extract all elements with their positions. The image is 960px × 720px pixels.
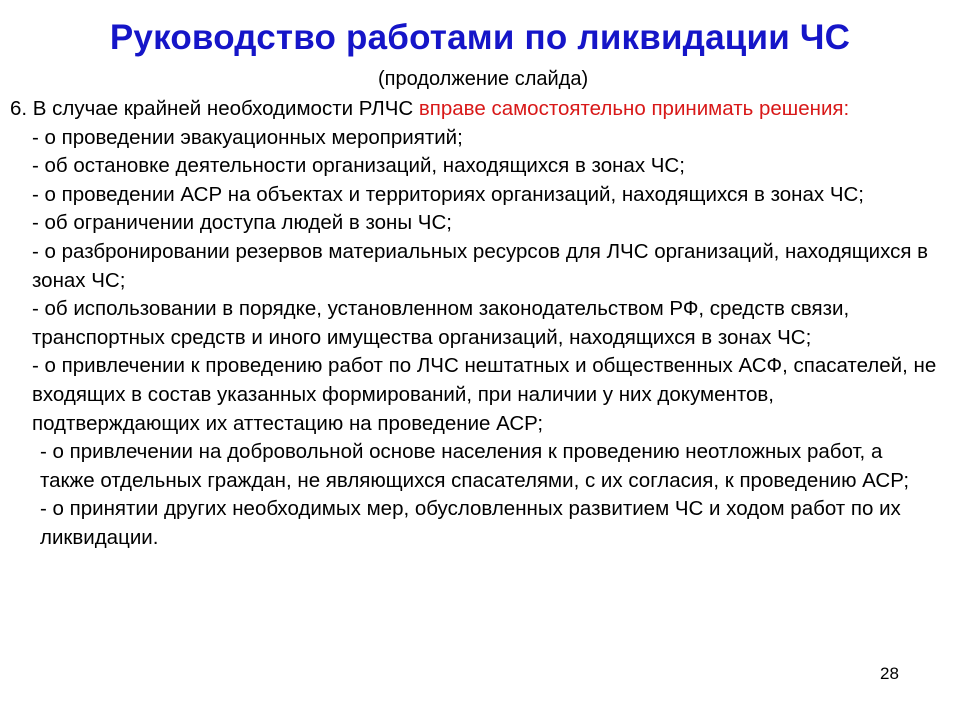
page-number: 28 bbox=[880, 664, 899, 683]
intro-lead: 6. В случае крайней необходимости РЛЧС bbox=[10, 97, 419, 120]
list-item: - об остановке деятельности организаций, находящихся в зонах ЧС; bbox=[32, 154, 685, 178]
intro-paragraph bbox=[10, 95, 940, 124]
list-item: - о разбронировании резервов материальных ресурсов для ЛЧС организаций, находящихся в зонах ЧС; bbox=[32, 239, 929, 292]
list-item: - об использовании в порядке, установленном законодательством РФ, средств связи, транспортных средств и иного имущества организаций, находящихся в зонах ЧС; bbox=[32, 297, 850, 349]
list-item: - о привлечении на добровольной основе населения к проведению неотложных работ, а также отдельных граждан, не являющихся спасателями, с их согласия, к проведению АСР; bbox=[40, 440, 910, 492]
slide-subtitle: (продолжение слайда) bbox=[378, 68, 589, 90]
list-item: - об ограничении доступа людей в зоны ЧС; bbox=[32, 211, 452, 235]
list-item: - о привлечении к проведению работ по ЛЧС нештатных и общественных АСФ, спасателей, не входящих в состав указанных формирований, при наличии у них документов, подтверждающих их аттестацию на проведение АСР; bbox=[32, 354, 937, 435]
slide-body bbox=[10, 95, 940, 553]
list-item: - о проведении АСР на объектах и территориях организаций, находящихся в зонах ЧС; bbox=[32, 182, 864, 206]
intro-highlight: вправе самостоятельно принимать решения: bbox=[418, 97, 850, 120]
slide-title: Руководство работами по ликвидации ЧС bbox=[109, 18, 851, 57]
list-item: - о проведении эвакуационных мероприятий; bbox=[32, 125, 463, 149]
list-item: - о принятии других необходимых мер, обусловленных развитием ЧС и ходом работ по их ликвидации. bbox=[40, 497, 901, 549]
